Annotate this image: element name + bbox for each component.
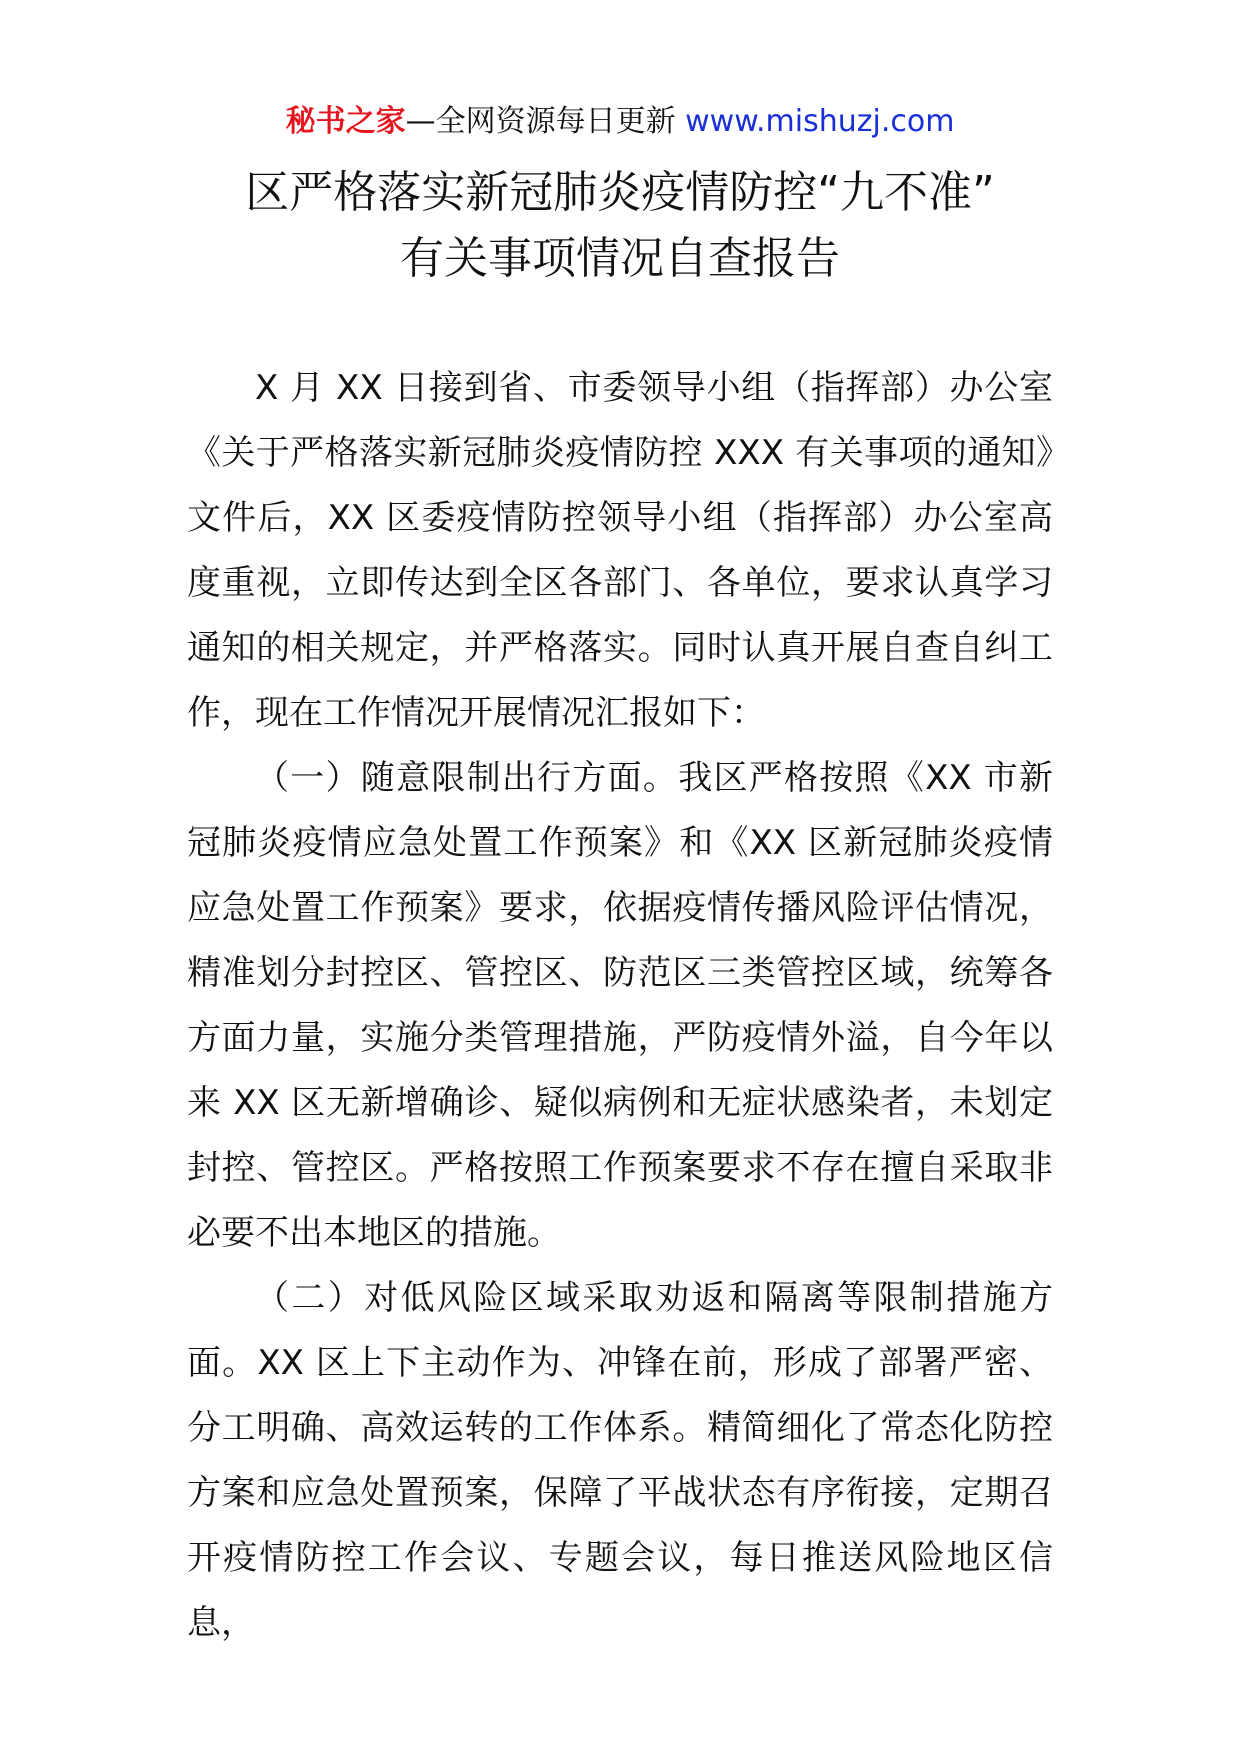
paragraph-section-2: （二）对低风险区域采取劝返和隔离等限制措施方面。XX 区上下主动作为、冲锋在前，形成了部署严密、分工明确、高效运转的工作体系。精简细化了常态化防控方案和应急处置预案，保障了平战状态有序衔接，定期召开疫情防控工作会议、专题会议，每日推送风险地区信息， — [187, 1278, 1053, 1643]
document-title — [0, 160, 1240, 292]
site-url-link[interactable]: www.mishuzj.com — [685, 104, 955, 139]
header-tagline: —全网资源每日更新 — [405, 104, 686, 139]
brand-name: 秘书之家 — [285, 104, 406, 139]
title-line-1: 区严格落实新冠肺炎疫情防控“九不准” — [245, 167, 995, 218]
title-line-2: 有关事项情况自查报告 — [400, 233, 840, 284]
document-body — [187, 356, 1053, 1656]
header-banner — [0, 100, 1240, 144]
paragraph-intro: X 月 XX 日接到省、市委领导小组（指挥部）办公室《关于严格落实新冠肺炎疫情防控 XXX 有关事项的通知》文件后，XX 区委疫情防控领导小组（指挥部）办公室高度重视，立即传达到全区各部门、各单位，要求认真学习通知的相关规定，并严格落实。同时认真开展自查自纠工作，现在工作情况开展情况汇报如下： — [187, 368, 1053, 733]
paragraph-section-1: （一）随意限制出行方面。我区严格按照《XX 市新冠肺炎疫情应急处置工作预案》和《XX 区新冠肺炎疫情应急处置工作预案》要求，依据疫情传播风险评估情况，精准划分封控区、管控区、防范区三类管控区域，统筹各方面力量，实施分类管理措施，严防疫情外溢，自今年以来 XX 区无新增确诊、疑似病例和无症状感染者，未划定封控、管控区。严格按照工作预案要求不存在擅自采取非必要不出本地区的措施。 — [187, 758, 1053, 1253]
